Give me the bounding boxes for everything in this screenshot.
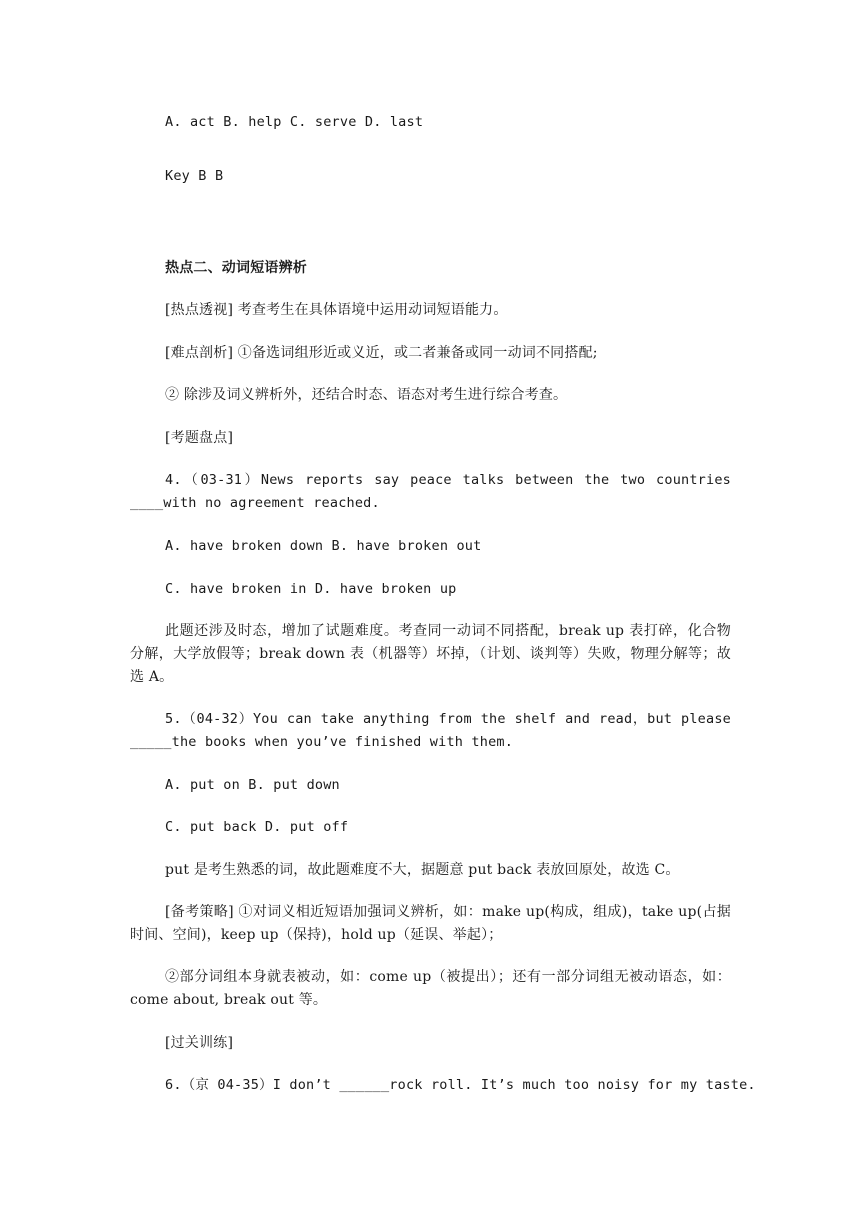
previous-question-options: A. act B. help C. serve D. last xyxy=(165,114,424,130)
question-5-options-cd: C. put back D. put off xyxy=(165,819,349,835)
question-6: 6.（京 04-35）I don’t ______rock roll. It’s much too noisy for my taste. xyxy=(165,1077,756,1093)
difficulty-note-2: ② 除涉及词义辨析外，还结合时态、语态对考生进行综合考查。 xyxy=(165,387,568,403)
question-4-options-ab: A. have broken down B. have broken out xyxy=(165,538,482,554)
question-4: 4.（03-31）News reports say peace talks between the two countries ____with no agreement reached. xyxy=(130,472,731,511)
previous-answer-key: Key B B xyxy=(165,168,224,184)
training-label: [过关训练] xyxy=(165,1035,234,1051)
question-5-explanation: put 是考生熟悉的词，故此题难度不大，据题意 put back 表放回原处，故选 C。 xyxy=(165,862,680,878)
section-heading: 热点二、动词短语辨析 xyxy=(165,260,307,276)
difficulty-note-1: [难点剖析] ①备选词组形近或义近，或二者兼备或同一动词不同搭配; xyxy=(165,345,598,361)
strategy-note-2: ②部分词组本身就表被动，如：come up（被提出）；还有一部分词组无被动语态，如：come about, break out 等。 xyxy=(130,969,731,1008)
question-4-explanation: 此题还涉及时态，增加了试题难度。考查同一动词不同搭配，break up 表打碎，化合物分解，大学放假等；break down 表（机器等）坏掉，（计划、谈判等）失败，物理分解等；故选 A。 xyxy=(130,623,731,685)
question-5-options-ab: A. put on B. put down xyxy=(165,777,340,793)
question-5: 5.（04-32）You can take anything from the shelf and read，but please _____the books when you’ve finished with them. xyxy=(130,711,731,750)
strategy-note-1: [备考策略] ①对词义相近短语加强词义辨析，如：make up(构成，组成)，take up(占据时间、空间)，keep up（保持)，hold up（延误、举起）； xyxy=(130,904,731,943)
question-4-options-cd: C. have broken in D. have broken up xyxy=(165,581,457,597)
focus-note: [热点透视] 考查考生在具体语境中运用动词短语能力。 xyxy=(165,302,508,318)
exam-review-label: [考题盘点] xyxy=(165,430,234,446)
